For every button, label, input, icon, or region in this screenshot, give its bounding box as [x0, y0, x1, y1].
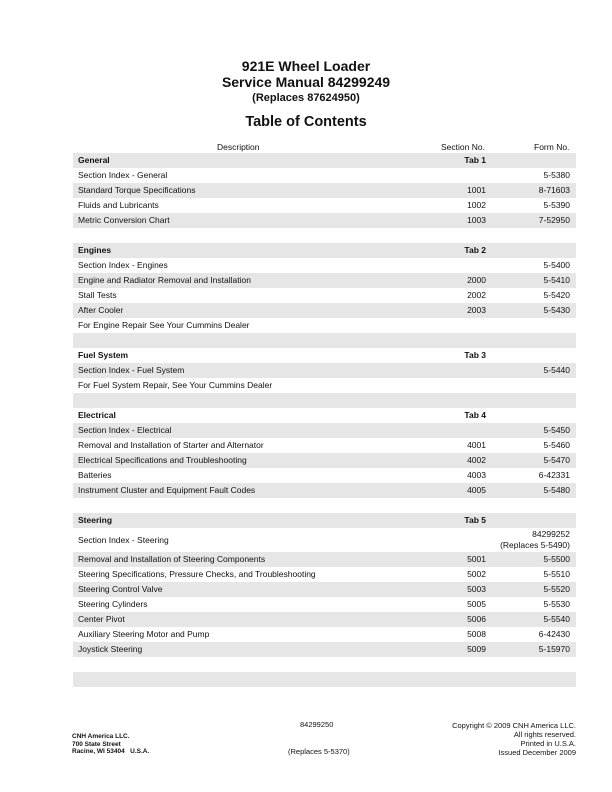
row-form-number: 6-42430 — [538, 629, 570, 639]
row-form-number — [500, 529, 570, 551]
row-description: Instrument Cluster and Equipment Fault Codes — [78, 485, 256, 495]
row-form-number: 5-5400 — [543, 260, 570, 270]
row-description: Removal and Installation of Steering Components — [78, 554, 266, 564]
row-description: Metric Conversion Chart — [78, 215, 170, 225]
blank-row — [73, 333, 576, 348]
company-street: 700 State Street — [72, 740, 121, 748]
toc-row — [73, 468, 576, 483]
row-description: Engine and Radiator Removal and Installation — [78, 275, 251, 285]
column-header-form: Form No. — [534, 142, 570, 152]
blank-row — [73, 393, 576, 408]
row-form-number: 5-5440 — [543, 365, 570, 375]
toc-row — [73, 567, 576, 582]
section-header-row — [73, 513, 576, 528]
row-section-number: Tab 1 — [464, 155, 486, 165]
row-form-number: 5-15970 — [538, 644, 570, 654]
row-description: Removal and Installation of Starter and Alternator — [78, 440, 264, 450]
row-description: Electrical — [78, 410, 116, 420]
row-form-number: 5-5470 — [543, 455, 570, 465]
row-section-number: 5002 — [467, 569, 486, 579]
toc-row — [73, 363, 576, 378]
row-description: Batteries — [78, 470, 112, 480]
row-section-number: 1002 — [467, 200, 486, 210]
row-section-number: 2003 — [467, 305, 486, 315]
row-description: Steering Cylinders — [78, 599, 148, 609]
row-form-number: 5-5540 — [543, 614, 570, 624]
row-section-number: 4003 — [467, 470, 486, 480]
row-form-number: 5-5500 — [543, 554, 570, 564]
toc-row — [73, 168, 576, 183]
row-description: Section Index - Engines — [78, 260, 168, 270]
row-description: Steering Control Valve — [78, 584, 163, 594]
section-header-row — [73, 153, 576, 168]
row-section-number: 1001 — [467, 185, 486, 195]
toc-row — [73, 213, 576, 228]
section-header-row — [73, 243, 576, 258]
toc-row — [73, 378, 576, 393]
row-form-number: 5-5520 — [543, 584, 570, 594]
section-header-row — [73, 408, 576, 423]
row-section-number: 5001 — [467, 554, 486, 564]
row-section-number: 2000 — [467, 275, 486, 285]
row-section-number: Tab 5 — [464, 515, 486, 525]
row-form-number: 6-42331 — [538, 470, 570, 480]
row-description: After Cooler — [78, 305, 124, 315]
row-form-number: 5-5380 — [543, 170, 570, 180]
company-address — [72, 733, 149, 756]
row-description: Electrical Specifications and Troubleshooting — [78, 455, 247, 465]
toc-row — [73, 483, 576, 498]
toc-row — [73, 273, 576, 288]
printed-line: Printed in U.S.A. — [520, 739, 576, 748]
row-description: Section Index - Fuel System — [78, 365, 185, 375]
row-description: General — [78, 155, 110, 165]
company-city: Racine, WI 53404 U.S.A. — [72, 748, 150, 755]
row-description: For Engine Repair See Your Cummins Dealer — [78, 320, 250, 330]
company-name: CNH America LLC. — [72, 733, 130, 740]
manual-replaces: (Replaces 87624950) — [252, 92, 360, 104]
row-section-number: 4005 — [467, 485, 486, 495]
toc-row — [73, 318, 576, 333]
row-description: Center Pivot — [78, 614, 125, 624]
toc-row — [73, 183, 576, 198]
row-section-number: 5005 — [467, 599, 486, 609]
footer-form-number: 84299250 — [300, 720, 334, 729]
row-form-number: 5-5390 — [543, 200, 570, 210]
toc-row — [73, 597, 576, 612]
toc-row — [73, 552, 576, 567]
issued-line: Issued December 2009 — [498, 748, 576, 757]
blank-row — [73, 672, 576, 687]
row-description: Fuel System — [78, 350, 129, 360]
row-section-number: 2002 — [467, 290, 486, 300]
row-section-number: 4001 — [467, 440, 486, 450]
row-section-number: 1003 — [467, 215, 486, 225]
manual-title: 921E Wheel Loader — [241, 58, 371, 74]
toc-title: Table of Contents — [245, 114, 367, 130]
rights-line: All rights reserved. — [513, 730, 576, 739]
toc-row — [73, 528, 576, 552]
toc-row — [73, 258, 576, 273]
row-section-number: Tab 4 — [464, 410, 486, 420]
toc-row — [73, 423, 576, 438]
row-section-number: Tab 2 — [464, 245, 486, 255]
copyright-block — [452, 721, 576, 757]
toc-row — [73, 642, 576, 657]
row-form-number: 5-5480 — [543, 485, 570, 495]
row-section-number: Tab 3 — [464, 350, 486, 360]
form-number-primary: 84299252 — [532, 529, 570, 539]
row-form-number: 5-5510 — [543, 569, 570, 579]
row-description: For Fuel System Repair, See Your Cummins Dealer — [78, 380, 273, 390]
row-form-number: 5-5410 — [543, 275, 570, 285]
toc-row — [73, 612, 576, 627]
row-section-number: 5008 — [467, 629, 486, 639]
copyright-line: Copyright © 2009 CNH America LLC. — [452, 721, 576, 730]
toc-row — [73, 627, 576, 642]
toc-row — [73, 198, 576, 213]
blank-row — [73, 657, 576, 672]
row-description: Auxiliary Steering Motor and Pump — [78, 629, 210, 639]
row-description: Joystick Steering — [78, 644, 143, 654]
toc-row — [73, 453, 576, 468]
row-description: Section Index - Electrical — [78, 425, 172, 435]
toc-row — [73, 303, 576, 318]
row-form-number: 5-5430 — [543, 305, 570, 315]
row-description: Steering Specifications, Pressure Checks, and Troubleshooting — [78, 569, 316, 579]
blank-row — [73, 498, 576, 513]
row-description: Section Index - General — [78, 170, 168, 180]
footer-replaces: (Replaces 5-5370) — [288, 747, 350, 756]
row-section-number: 5009 — [467, 644, 486, 654]
row-form-number: 8-71603 — [538, 185, 570, 195]
row-description: Stall Tests — [78, 290, 117, 300]
row-section-number: 5006 — [467, 614, 486, 624]
blank-row — [73, 228, 576, 243]
row-description: Section Index - Steering — [78, 535, 169, 545]
toc-row — [73, 288, 576, 303]
toc-row — [73, 438, 576, 453]
column-header-description: Description — [217, 142, 260, 152]
form-number-replaces: (Replaces 5-5490) — [500, 540, 570, 550]
column-header-section: Section No. — [441, 142, 485, 152]
row-description: Steering — [78, 515, 113, 525]
row-form-number: 7-52950 — [538, 215, 570, 225]
row-description: Standard Torque Specifications — [78, 185, 196, 195]
row-form-number: 5-5460 — [543, 440, 570, 450]
row-description: Fluids and Lubricants — [78, 200, 159, 210]
toc-row — [73, 582, 576, 597]
row-section-number: 4002 — [467, 455, 486, 465]
row-form-number: 5-5420 — [543, 290, 570, 300]
row-description: Engines — [78, 245, 112, 255]
manual-subtitle: Service Manual 84299249 — [221, 74, 391, 90]
row-section-number: 5003 — [467, 584, 486, 594]
table-of-contents — [73, 153, 576, 687]
row-form-number: 5-5450 — [543, 425, 570, 435]
section-header-row — [73, 348, 576, 363]
row-form-number: 5-5530 — [543, 599, 570, 609]
